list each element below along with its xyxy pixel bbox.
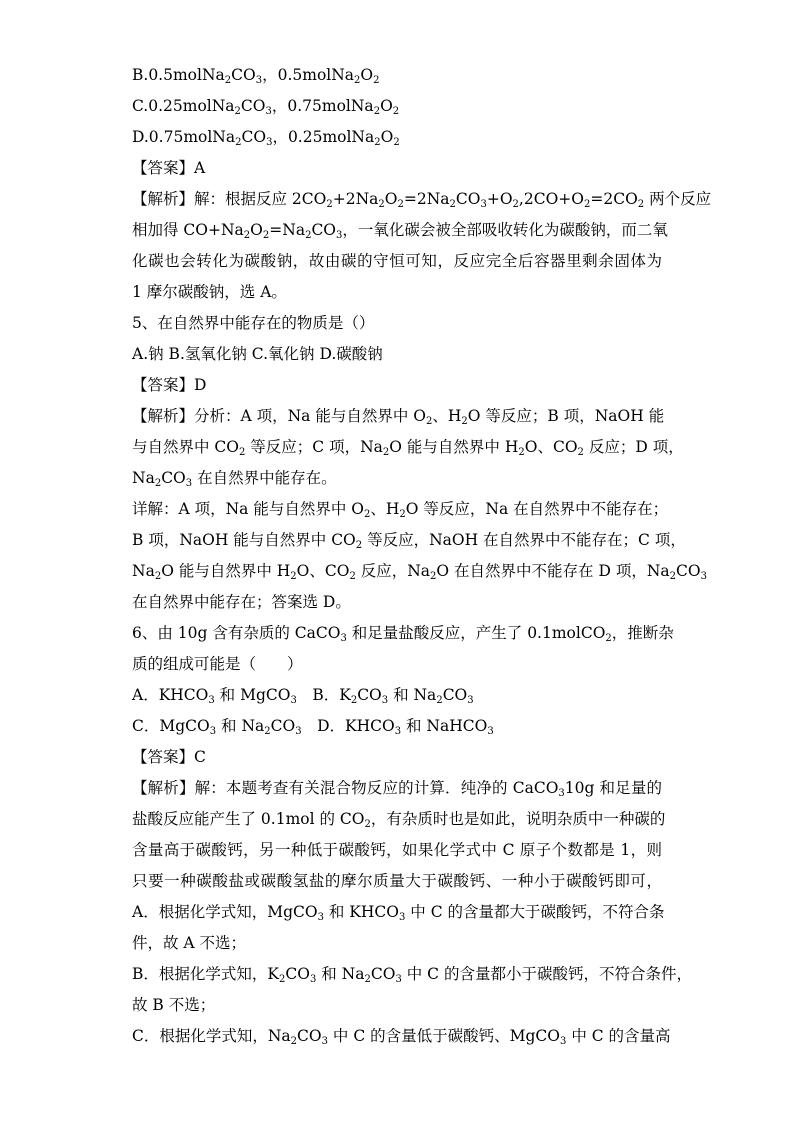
text-line-27: A．根据化学式知，MgCO$_3$ 和 $KHCO_3$ 中 C 的含量都大于碳酸钙，不符合条 [132,903,665,923]
text-line-13: $Na_2CO_3$ 在自然界中能存在。 [132,469,337,489]
text-line-16: $Na_2O$ 能与自然界中 $H_2O$、$CO_2$ 反应，$Na_2O$ 在自然界中不能存在 D 项，$Na_2CO_3$ [132,562,707,582]
text-line-11: 【解析】分析：A 项，Na 能与自然界中 $O_2$、$H_2O$ 等反应；B 项，NaOH 能 [132,407,665,427]
text-line-6: 化碳也会转化为碳酸钠，故由碳的守恒可知，反应完全后容器里剩余固体为 [132,252,662,270]
document-page [132,60,712,1052]
text-line-7: 1 摩尔碳酸钠，选 A。 [132,283,287,301]
text-line-19: 质的组成可能是（ ） [132,655,303,673]
text-line-14: 详解：A 项，Na 能与自然界中 $O_2$、$H_2O$ 等反应，Na 在自然界中不能存在； [132,500,669,520]
text-line-20: A．$KHCO_3$ 和 MgCO$_3$ B．$K_2CO_3$ 和 $Na_2CO_3$ [132,686,474,706]
text-line-4: 【解析】解：根据反应 $2CO_2+2Na_2O_2=2Na_2CO_3+O_2,2CO+O_2=2CO_2$ 两个反应 [132,190,712,210]
text-line-30: 故 B 不选； [132,996,216,1014]
text-line-9: A.钠 B.氢氧化钠 C.氧化钠 D.碳酸钠 [132,345,383,363]
text-line-21: C．MgCO$_3$ 和 $Na_2CO_3$ D．$KHCO_3$ 和 NaHCO$_3$ [132,717,494,737]
text-line-18: 6、由 10g 含有杂质的 CaCO$_3$ 和足量盐酸反应，产生了 0.1molCO$_2$，推断杂 [132,624,674,644]
text-line-28: 件，故 A 不选； [132,934,247,952]
text-line-10: 【答案】D [132,376,207,394]
text-line-26: 只要一种碳酸盐或碳酸氢盐的摩尔质量大于碳酸钙、一种小于碳酸钙即可， [132,872,662,890]
text-line-3: 【答案】A [132,159,206,177]
text-line-24: 盐酸反应能产生了 0.1mol 的 $CO_2$，有杂质时也是如此，说明杂质中一种碳的 [132,810,666,830]
text-line-2: $D.0.75molNa_2CO_3$，$0.25molNa_2O_2$ [132,128,400,148]
text-line-23: 【解析】解：本题考查有关混合物反应的计算．纯净的 CaCO$_3$10g 和足量的 [132,779,662,799]
text-line-25: 含量高于碳酸钙，另一种低于碳酸钙，如果化学式中 C 原子个数都是 1，则 [132,841,662,859]
text-line-12: 与自然界中 $CO_2$ 等反应；C 项，$Na_2O$ 能与自然界中 $H_2O$、$CO_2$ 反应；D 项， [132,438,684,458]
text-line-5: 相加得 $CO+Na_2O_2=Na_2CO_3$，一氧化碳会被全部吸收转化为碳酸钠，而二氧 [132,221,668,241]
text-line-8: 5、在自然界中能存在的物质是（） [132,314,375,332]
text-line-0: $B.0.5molNa_2CO_3$，$0.5molNa_2O_2$ [132,66,380,86]
text-line-17: 在自然界中能存在；答案选 D。 [132,593,351,611]
text-line-22: 【答案】C [132,748,206,766]
text-line-29: B．根据化学式知，$K_2CO_3$ 和 $Na_2CO_3$ 中 C 的含量都小于碳酸钙，不符合条件， [132,965,692,985]
text-line-1: $C.0.25molNa_2CO_3$，$0.75molNa_2O_2$ [132,97,400,117]
text-line-31: C．根据化学式知，$Na_2CO_3$ 中 C 的含量低于碳酸钙、MgCO$_3$ 中 C 的含量高 [132,1027,671,1047]
text-line-15: B 项，NaOH 能与自然界中 $CO_2$ 等反应，NaOH 在自然界中不能存在；C 项， [132,531,686,551]
